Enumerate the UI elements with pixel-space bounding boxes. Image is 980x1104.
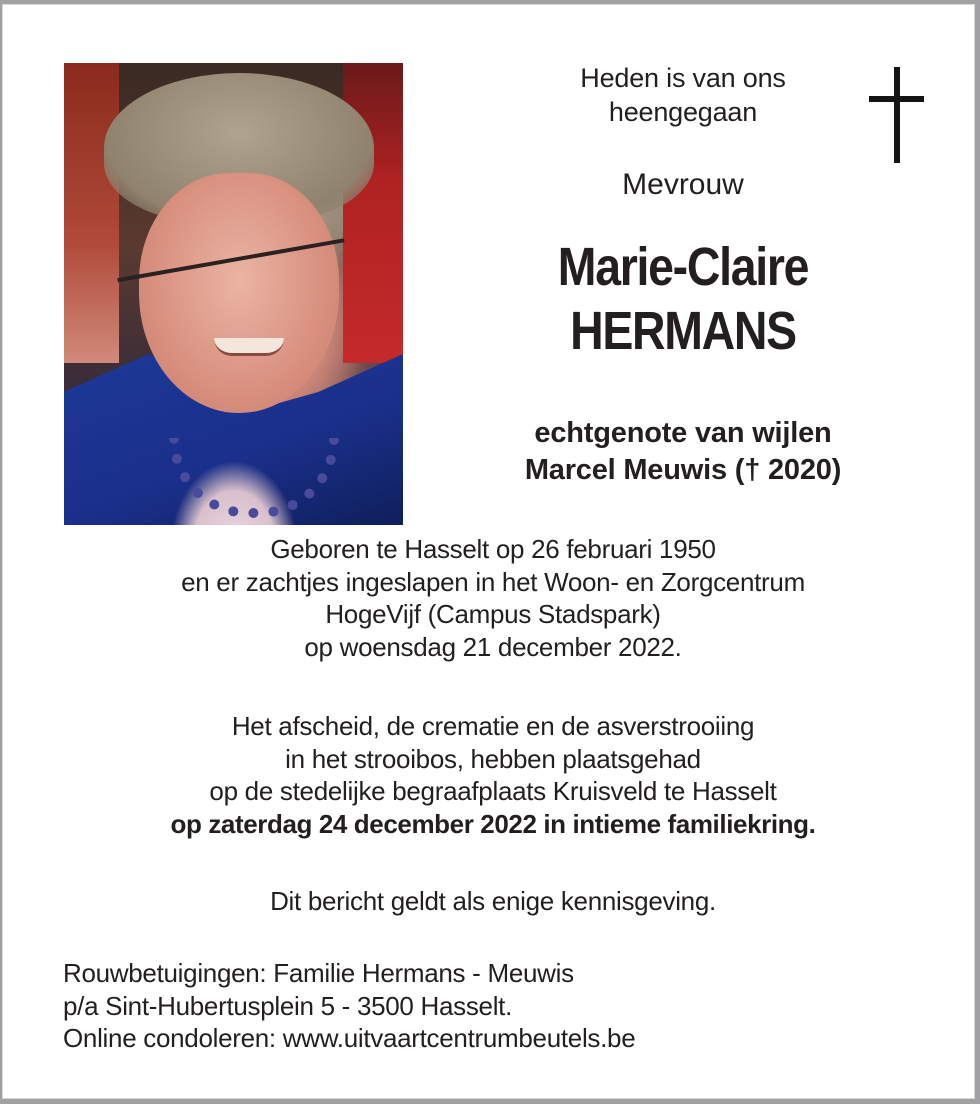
paragraph-line: Geboren te Hasselt op 26 februari 1950	[270, 534, 716, 564]
paragraph-line: in het strooibos, hebben plaatsgehad	[285, 743, 701, 774]
ceremony-date-line: op zaterdag 24 december 2022 in intieme familiekring.	[170, 808, 816, 839]
deceased-name	[477, 235, 890, 363]
condolence-link[interactable]: Online condoleren: www.uitvaartcentrumbeutels.be	[63, 1023, 636, 1053]
intro-line: Heden is van ons	[580, 63, 786, 93]
spouse-line: echtgenote van wijlen	[534, 417, 832, 449]
portrait-photo	[64, 63, 403, 525]
contact-info	[63, 957, 635, 1055]
paragraph-line: op de stedelijke begraafplaats Kruisveld te Hasselt	[209, 776, 777, 806]
first-name: Marie-Claire	[557, 237, 809, 297]
contact-line: p/a Sint-Hubertusplein 5 - 3500 Hasselt.	[63, 990, 513, 1021]
spouse-info	[443, 415, 923, 489]
spouse-line: Marcel Meuwis († 2020)	[524, 454, 842, 486]
paragraph-line: Het afscheid, de crematie en de asverstrooiing	[231, 711, 755, 741]
ceremony-paragraph	[43, 710, 943, 840]
last-name: HERMANS	[570, 301, 796, 361]
intro-text	[473, 61, 893, 129]
contact-line: Rouwbetuigingen: Familie Hermans - Meuwis	[63, 958, 574, 988]
photo-background-left	[64, 63, 119, 363]
paragraph-line: HogeVijf (Campus Stadspark)	[325, 599, 661, 629]
paragraph-line: op woensdag 21 december 2022.	[304, 631, 682, 662]
notice-line: Dit bericht geldt als enige kennisgeving.	[270, 886, 716, 916]
paragraph-line: en er zachtjes ingeslapen in het Woon- en Zorgcentrum	[181, 566, 805, 597]
title-prefix: Mevrouw	[622, 168, 744, 201]
intro-line: heengegaan	[608, 97, 758, 127]
obituary-card	[2, 4, 975, 1099]
birth-death-paragraph	[43, 533, 943, 663]
photo-smile	[214, 338, 284, 356]
cross-vertical-bar	[894, 67, 900, 163]
